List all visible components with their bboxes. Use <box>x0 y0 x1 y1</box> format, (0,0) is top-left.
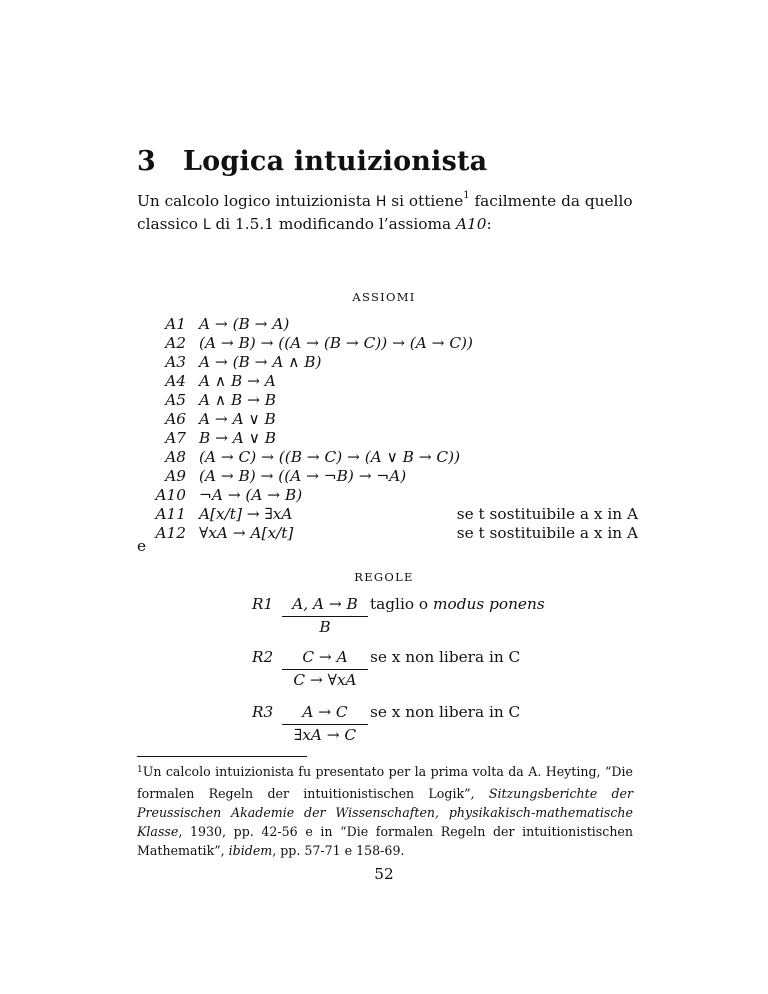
axiom-label: A6 <box>165 410 186 428</box>
axiom-label: A2 <box>165 334 186 352</box>
axiom-formula: A[x/t] → ∃xA <box>199 505 293 523</box>
section-heading <box>137 146 487 177</box>
rule-note-text: se x non libera in C <box>370 703 521 721</box>
axiom-formula: (A → B) → ((A → (B → C)) → (A → C)) <box>199 334 473 352</box>
axiom-row <box>140 410 638 429</box>
axiom-row <box>140 315 638 334</box>
calculus-l: L <box>202 217 211 233</box>
rule-premise: A, A → B <box>292 595 358 613</box>
axiom-label: A12 <box>155 524 186 542</box>
rule-note <box>370 595 545 614</box>
intro-paragraph <box>137 190 637 236</box>
rule-label: R1 <box>252 595 274 613</box>
calculus-h: H <box>375 194 387 210</box>
axiom-label: A7 <box>165 429 186 447</box>
rule-note-italic: modus ponens <box>433 595 545 613</box>
intro-text: di 1.5.1 modificando l’assioma <box>210 215 456 233</box>
axiom-row <box>140 372 638 391</box>
rule-conclusion: B <box>319 618 331 636</box>
rules-caption: REGOLE <box>354 570 414 584</box>
rule-premise: C → A <box>302 648 348 666</box>
axiom-row <box>140 429 638 448</box>
axiom-formula: A → (B → A) <box>199 315 290 333</box>
intro-text: : <box>486 215 492 233</box>
rule-conclusion: C → ∀xA <box>293 671 357 689</box>
axiom-label: A1 <box>165 315 186 333</box>
axiom-reference: A10 <box>456 215 487 233</box>
axiom-label: A8 <box>165 448 186 466</box>
axiom-formula: A ∧ B → B <box>199 391 276 409</box>
footnote-text: Un calcolo intuizionista fu presentato per la prima volta da A. Heyting, “Die formalen Regeln der intuitionistischen Logik”, <box>137 764 633 801</box>
axiom-row <box>140 524 638 543</box>
axiom-formula: A → (B → A ∧ B) <box>199 353 322 371</box>
rule-note-text: se x non libera in C <box>370 648 521 666</box>
axiom-row <box>140 467 638 486</box>
footnote-mark: 1 <box>137 765 143 775</box>
section-title: Logica intuizionista <box>183 146 488 177</box>
section-number: 3 <box>137 146 156 177</box>
axiom-condition: se t sostituibile a x in A <box>456 524 638 542</box>
axiom-formula: A → A ∨ B <box>199 410 276 428</box>
axiom-label: A9 <box>165 467 186 485</box>
axiom-condition: se t sostituibile a x in A <box>456 505 638 523</box>
connector-word: e <box>137 537 147 555</box>
rule-note-text: taglio o <box>370 595 433 613</box>
rule-label: R2 <box>252 648 274 666</box>
axiom-row <box>140 391 638 410</box>
inference-line <box>282 616 368 617</box>
axiom-row <box>140 448 638 467</box>
axiom-label: A10 <box>155 486 186 504</box>
rule-note <box>370 648 520 667</box>
footnote-separator <box>137 756 307 757</box>
axiom-formula: B → A ∨ B <box>199 429 276 447</box>
axiom-row <box>140 505 638 524</box>
footnote <box>137 762 633 860</box>
axiom-formula: (A → B) → ((A → ¬B) → ¬A) <box>199 467 407 485</box>
axiom-label: A11 <box>155 505 186 523</box>
axiom-row <box>140 334 638 353</box>
inference-line <box>282 669 368 670</box>
footnote-text: , pp. 57-71 e 158-69. <box>272 843 405 858</box>
footnote-reference: 1 <box>463 189 470 201</box>
rule-fraction <box>282 703 368 745</box>
axiom-formula: ∀xA → A[x/t] <box>199 524 294 542</box>
inference-line <box>282 724 368 725</box>
axiom-row <box>140 486 638 505</box>
footnote-italic: Sitzungsberichte der Preussischen Akademie der Wissenschaften, physikakisch-mathematische Klasse <box>137 786 633 839</box>
intro-text: si ottiene <box>386 192 464 210</box>
rule-premise: A → C <box>302 703 348 721</box>
intro-text: Un calcolo logico intuizionista <box>137 192 376 210</box>
rule-fraction <box>282 648 368 690</box>
axiom-row <box>140 353 638 372</box>
axiom-formula: A ∧ B → A <box>199 372 276 390</box>
axiom-formula: (A → C) → ((B → C) → (A ∨ B → C)) <box>199 448 461 466</box>
rule-note <box>370 703 520 722</box>
axiom-label: A3 <box>165 353 186 371</box>
rule-fraction <box>282 595 368 637</box>
intro-text: facilmente da quello classico <box>137 192 633 233</box>
axioms-caption: ASSIOMI <box>352 290 416 304</box>
axiom-formula: ¬A → (A → B) <box>199 486 303 504</box>
footnote-italic: ibidem <box>228 843 273 858</box>
axiom-label: A5 <box>165 391 186 409</box>
rule-conclusion: ∃xA → C <box>293 726 357 744</box>
footnote-text: , 1930, pp. 42-56 e in “Die formalen Regeln der intuitionistischen Mathematik”, <box>137 824 633 858</box>
rule-label: R3 <box>252 703 274 721</box>
page-number: 52 <box>374 865 394 883</box>
axiom-label: A4 <box>165 372 186 390</box>
